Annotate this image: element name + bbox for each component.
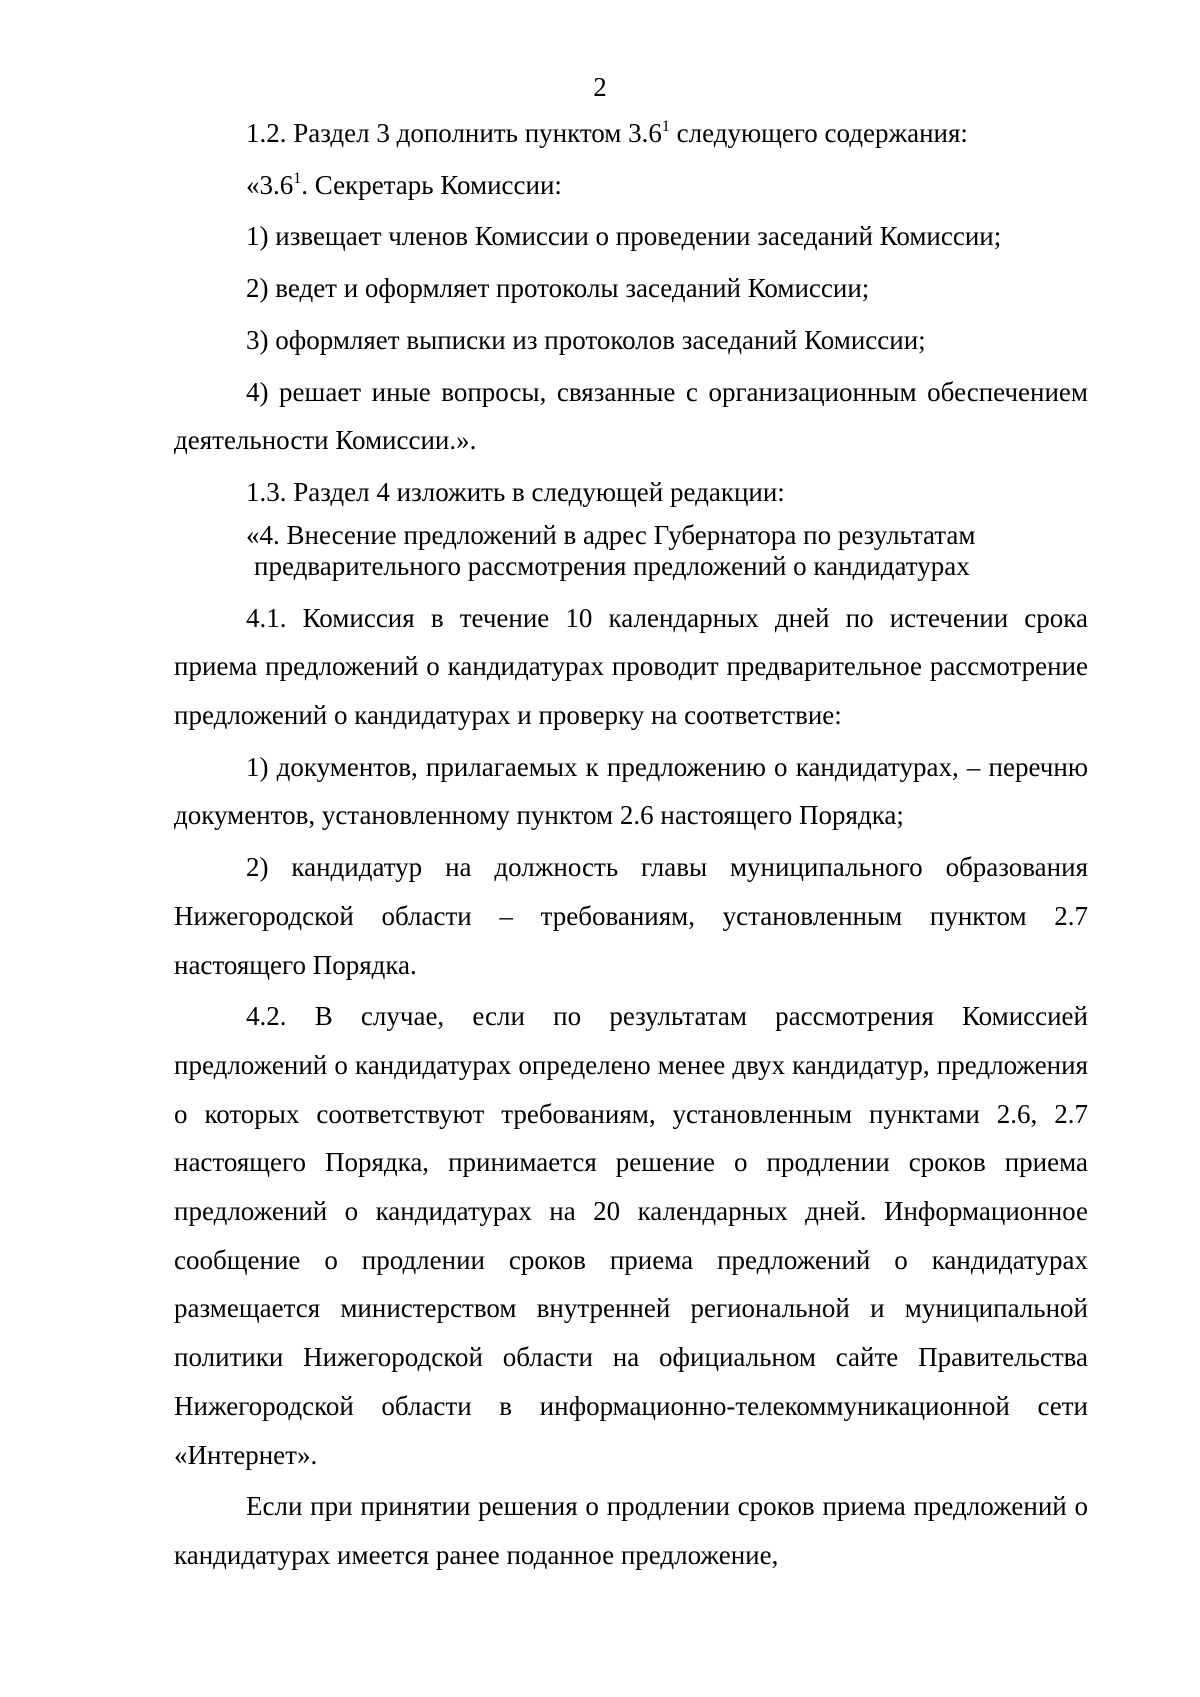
list-item-documents: 1) документов, прилагаемых к предложению о кандидатурах, – перечню документов, установленному пунктом 2.6 настоящего Порядка; xyxy=(174,751,1088,831)
paragraph-3-6-1 xyxy=(174,161,1088,210)
list-item-3: 3) оформляет выписки из протоколов заседаний Комиссии; xyxy=(246,324,926,355)
superscript: 1 xyxy=(293,169,302,187)
section-heading-line-1: «4. Внесение предложений в адрес Губернатора по результатам xyxy=(246,519,976,550)
section-heading-line-2: предварительного рассмотрения предложений о кандидатурах xyxy=(254,550,970,581)
paragraph-1-3: 1.3. Раздел 4 изложить в следующей редакции: xyxy=(246,476,785,507)
page-number: 2 xyxy=(593,72,607,102)
superscript: 1 xyxy=(661,118,670,135)
paragraph-text: . Секретарь Комиссии: xyxy=(301,169,562,200)
list-item-2: 2) ведет и оформляет протоколы заседаний Комиссии; xyxy=(246,273,870,304)
paragraph-text: следующего содержания: xyxy=(669,118,968,148)
paragraph-4-1: 4.1. Комиссия в течение 10 календарных дней по истечении срока приема предложений о кандидатурах проводит предварительное рассмотрение предложений о кандидатурах и проверку на соответствие: xyxy=(174,602,1088,731)
list-item-1: 1) извещает членов Комиссии о проведении заседаний Комиссии; xyxy=(246,221,1002,252)
document-body xyxy=(174,109,1088,1583)
section-heading xyxy=(174,520,1088,582)
paragraph-4-2: 4.2. В случае, если по результатам рассмотрения Комиссией предложений о кандидатурах определено менее двух кандидатур, предложения о которых соответствуют требованиям, установленным пунктами 2.6, 2.7 настоящего Порядка, принимается решение о продлении сроков приема предложений о кандидатурах на 20 календарных дней. Информационное сообщение о продлении сроков приема предложений о кандидатурах размещается министерством внутренней региональной и муниципальной политики Нижегородской области на официальном сайте Правительства Нижегородской области в информационно-телекоммуникационной сети «Интернет». xyxy=(174,1001,1088,1470)
list-item-candidates: 2) кандидатур на должность главы муниципального образования Нижегородской области – требованиям, установленным пунктом 2.7 настоящего Порядка. xyxy=(174,852,1088,980)
paragraph-continuation: Если при принятии решения о продлении сроков приема предложений о кандидатурах имеется ранее поданное предложение, xyxy=(174,1491,1088,1570)
list-item-4: 4) решает иные вопросы, связанные с организационным обеспечением деятельности Комиссии.». xyxy=(174,376,1088,456)
paragraph-text: 1.2. Раздел 3 дополнить пунктом 3.6 xyxy=(246,118,662,148)
paragraph-1-2 xyxy=(174,109,1088,158)
paragraph-text: «3.6 xyxy=(246,169,294,200)
